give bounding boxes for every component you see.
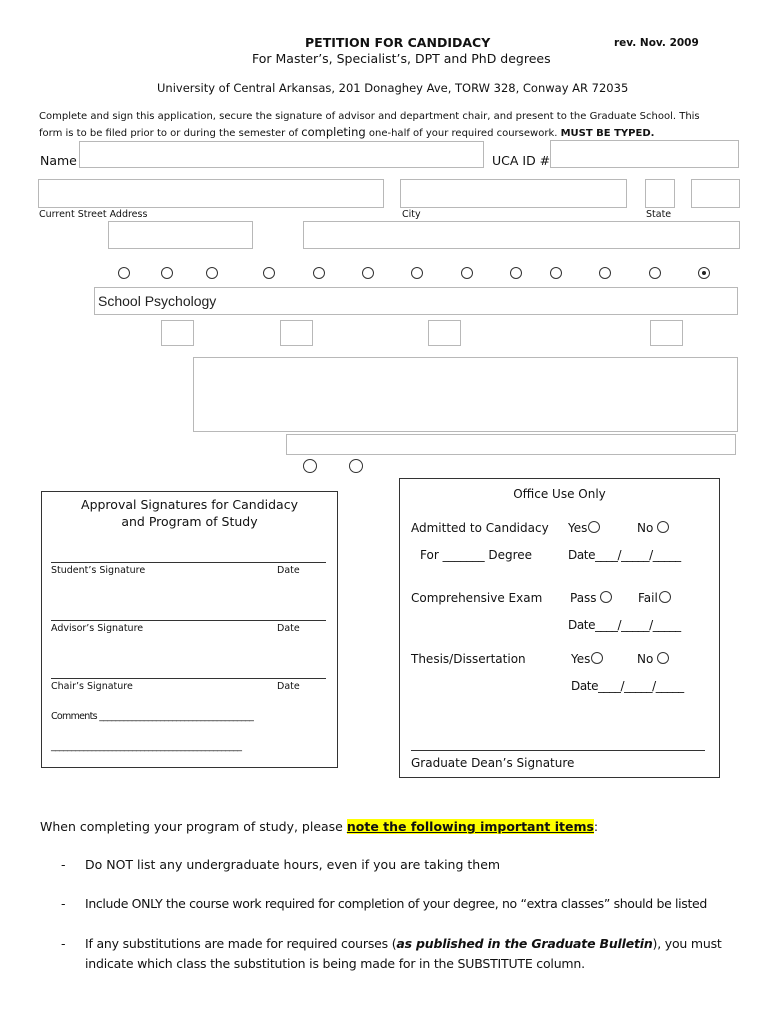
- program-value: School Psychology: [98, 293, 217, 309]
- admitted-no-label: No: [637, 521, 654, 535]
- street-address-label: Current Street Address: [39, 209, 148, 220]
- thesis-label: Thesis/Dissertation: [411, 652, 526, 666]
- degree-radio[interactable]: [313, 267, 325, 279]
- advisor-signature-line[interactable]: [51, 620, 326, 621]
- student-signature-label: Student’s Signature: [51, 565, 146, 576]
- for-degree: For _______ Degree: [420, 548, 533, 562]
- email-field[interactable]: [303, 221, 740, 249]
- phone-field[interactable]: [108, 221, 253, 249]
- chair-signature-label: Chair’s Signature: [51, 681, 133, 692]
- revision-date: rev. Nov. 2009: [614, 37, 699, 49]
- advisor-signature-label: Advisor’s Signature: [51, 623, 144, 634]
- degree-radio[interactable]: [206, 267, 218, 279]
- form-subtitle: For Master’s, Specialist’s, DPT and PhD degrees: [252, 51, 551, 66]
- program-field[interactable]: [94, 287, 738, 315]
- small-field-3[interactable]: [428, 320, 461, 346]
- university-address: University of Central Arkansas, 201 Donaghey Ave, TORW 328, Conway AR 72035: [157, 81, 629, 95]
- degree-radio[interactable]: [362, 267, 374, 279]
- graduate-bulletin: as published in the Graduate Bulletin: [396, 936, 653, 951]
- thesis-yes-radio[interactable]: [591, 652, 603, 664]
- note-bullet-2: -: [61, 896, 66, 911]
- street-address-field[interactable]: [38, 179, 384, 208]
- approval-title: [41, 496, 338, 530]
- admitted-yes-radio[interactable]: [588, 521, 600, 533]
- comprehensive-exam-label: Comprehensive Exam: [411, 591, 543, 605]
- degree-radio[interactable]: [461, 267, 473, 279]
- zip-field[interactable]: [691, 179, 740, 208]
- comp-pass-radio[interactable]: [600, 591, 612, 603]
- note-item-1: Do NOT list any undergraduate hours, even if you are taking them: [85, 857, 501, 872]
- degree-radio-selected[interactable]: [698, 267, 710, 279]
- thesis-no-label: No: [637, 652, 654, 666]
- degree-radio[interactable]: [599, 267, 611, 279]
- option-radio-1[interactable]: [303, 459, 317, 473]
- degree-radio[interactable]: [161, 267, 173, 279]
- name-label: Name: [40, 153, 77, 168]
- thesis-no-radio[interactable]: [657, 652, 669, 664]
- approval-title-line-1: Approval Signatures for Candidacy: [81, 497, 298, 512]
- instructions-text: form is to be filed prior to or during the semester of: [39, 128, 302, 139]
- thesis-no: [637, 652, 669, 666]
- notes-intro: [40, 819, 598, 834]
- note-item-3-start: If any substitutions are made for required courses (: [85, 936, 397, 951]
- note-bullet-1: -: [61, 857, 66, 872]
- admitted-no-radio[interactable]: [657, 521, 669, 533]
- comp-pass-label: Pass: [570, 591, 597, 605]
- small-field-4[interactable]: [650, 320, 683, 346]
- uca-id-field[interactable]: [550, 140, 739, 168]
- notes-highlight: note the following important items: [346, 819, 594, 834]
- comp-date: Date____/_____/_____: [568, 618, 681, 632]
- degree-radio[interactable]: [649, 267, 661, 279]
- note-item-3: [85, 936, 722, 951]
- thesis-date: Date____/_____/_____: [571, 679, 684, 693]
- instructions-line-2: [39, 125, 654, 139]
- advisor-date-label: Date: [277, 623, 300, 634]
- office-use-title: Office Use Only: [513, 487, 606, 501]
- degree-radio[interactable]: [550, 267, 562, 279]
- note-item-3-line-2: indicate which class the substitution is being made for in the SUBSTITUTE column.: [85, 956, 585, 971]
- comp-fail: [638, 591, 671, 605]
- option-radio-2[interactable]: [349, 459, 363, 473]
- note-item-3-mid: ), you must: [652, 936, 722, 951]
- comp-fail-radio[interactable]: [659, 591, 671, 603]
- large-text-field[interactable]: [193, 357, 738, 432]
- admitted-label: Admitted to Candidacy: [411, 521, 549, 535]
- small-field-1[interactable]: [161, 320, 194, 346]
- chair-signature-line[interactable]: [51, 678, 326, 679]
- city-label: City: [402, 209, 421, 220]
- comments-line-2: _______________________________________________: [51, 741, 242, 752]
- form-title: PETITION FOR CANDIDACY: [305, 35, 491, 50]
- name-field[interactable]: [79, 141, 484, 168]
- uca-id-label: UCA ID #: [492, 153, 551, 168]
- instructions-text-mid: one-half of your required coursework.: [365, 128, 561, 139]
- thesis-yes: [571, 652, 603, 666]
- note-item-2: Include ONLY the course work required for completion of your degree, no “extra classes” should be listed: [85, 896, 707, 911]
- notes-intro-text: When completing your program of study, please: [40, 819, 347, 834]
- small-field-2[interactable]: [280, 320, 313, 346]
- instructions-line-1: Complete and sign this application, secure the signature of advisor and department chair, and present to the Graduate School. This: [39, 111, 700, 122]
- comp-fail-label: Fail: [638, 591, 658, 605]
- dean-signature-line[interactable]: [411, 750, 705, 751]
- admitted-date: Date____/_____/_____: [568, 548, 681, 562]
- degree-radio[interactable]: [263, 267, 275, 279]
- degree-radio[interactable]: [510, 267, 522, 279]
- thesis-yes-label: Yes: [571, 652, 591, 666]
- state-field[interactable]: [645, 179, 675, 208]
- degree-radio[interactable]: [118, 267, 130, 279]
- student-date-label: Date: [277, 565, 300, 576]
- admitted-no: [637, 521, 669, 535]
- must-be-typed: MUST BE TYPED.: [560, 128, 655, 139]
- comments-line-1: Comments ______________________________________: [51, 711, 254, 722]
- approval-title-line-2: and Program of Study: [121, 514, 258, 529]
- notes-intro-end: :: [593, 819, 599, 834]
- student-signature-line[interactable]: [51, 562, 326, 563]
- dean-signature-label: Graduate Dean’s Signature: [411, 756, 575, 770]
- admitted-yes: [568, 521, 600, 535]
- note-bullet-3: -: [61, 936, 66, 951]
- instructions-word: completing: [301, 125, 366, 139]
- comp-pass: [570, 591, 612, 605]
- wide-field[interactable]: [286, 434, 736, 455]
- admitted-yes-label: Yes: [568, 521, 588, 535]
- state-label: State: [646, 209, 672, 220]
- city-field[interactable]: [400, 179, 627, 208]
- chair-date-label: Date: [277, 681, 300, 692]
- degree-radio[interactable]: [411, 267, 423, 279]
